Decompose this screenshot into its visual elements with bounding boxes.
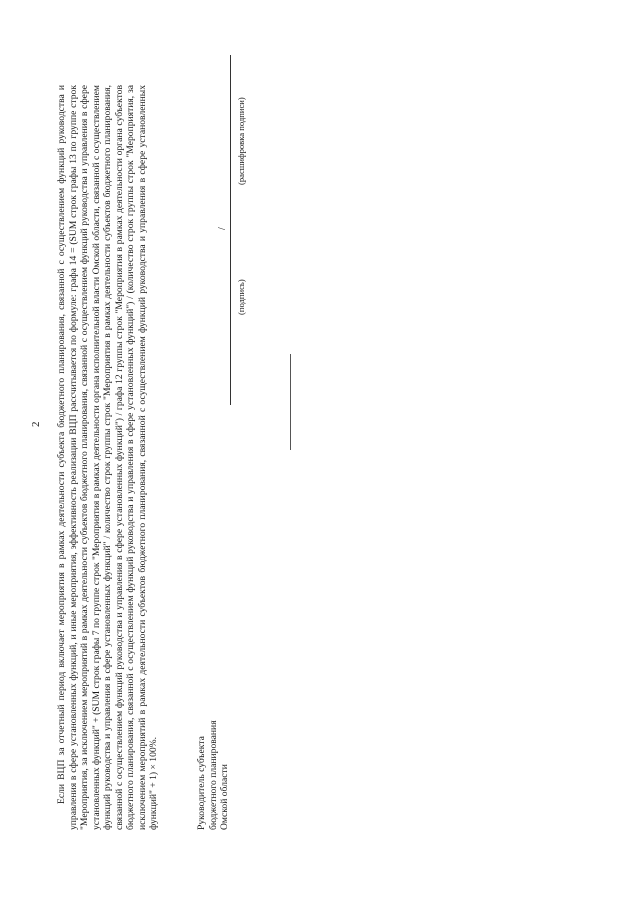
signature-decode-caption: (расшифровка подписи) (236, 97, 246, 185)
signatory-block (196, 720, 231, 830)
paragraph-text: Если ВЦП за отчетный период включает мероприятия в рамках деятельности субъекта бюджетного планирования, связанной с осуществлением функций руководства и управления в сфере установленных функций, и иные мероприятия, эффективность реализации ВЦП рассчитывается по формуле: графа 14 = (SUM строк графы 13 по группе строк "Мероприятия, за исключением мероприятий в рамках деятельности субъектов бюджетного планирования, связанной с осуществлением функций руководства и управления в сфере установленных функций" + (SUM строк графы 7 по группе строк "Мероприятия в рамках деятельности органа исполнительной власти Омской области, связанной с осуществлением функций руководства и управления в сфере установленных функций" / количество строк группы строк "Мероприятия в рамках деятельности субъектов бюджетного планирования, связанной с осуществлением функций руководства и управления в сфере установленных функций") / графа 12 группы строк "Мероприятия в рамках деятельности органа субъектов бюджетного планирования, связанной с осуществлением функций руководства и управления в сфере установленных функций") / (количество строк группы строк "Мероприятия, за исключением мероприятий в рамках деятельности субъектов бюджетного планирования, связанной с осуществлением функций руководства и управления в сфере установленных функций" + 1) × 100%. (56, 85, 160, 830)
signature-separator: / (217, 227, 228, 230)
signatory-line-2: бюджетного планирования (207, 720, 219, 830)
efficiency-formula-paragraph (56, 85, 160, 830)
signatory-line-1: Руководитель субъекта (196, 736, 207, 830)
separator-rule (290, 354, 291, 450)
signature-caption: (подпись) (236, 279, 246, 315)
signature-line (230, 55, 231, 405)
page-number: 2 (30, 421, 42, 427)
signatory-line-3: Омской области (219, 764, 231, 830)
